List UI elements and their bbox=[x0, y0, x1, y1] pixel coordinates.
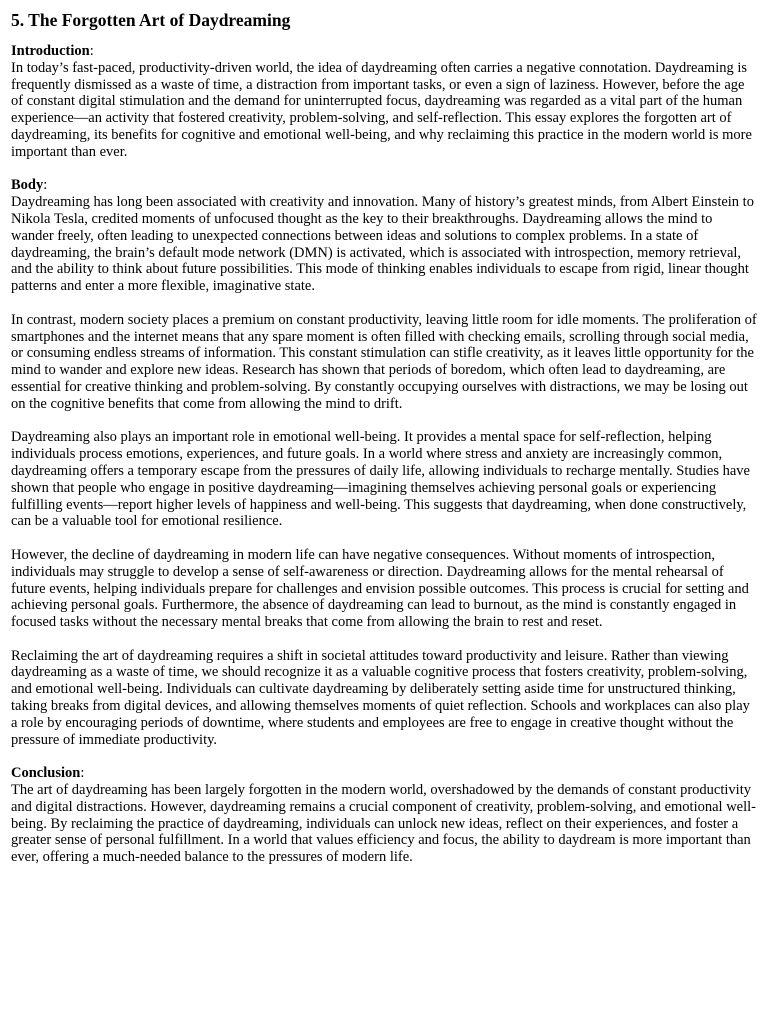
section-heading-label: Introduction bbox=[11, 43, 90, 59]
paragraph: Daydreaming also plays an important role in emotional well-being. It provides a mental space for self-reflection, helping individuals process emotions, experiences, and future goals. In a world where stress and anxiety are increasingly common, daydreaming offers a temporary escape from the pressures of daily life, allowing individuals to recharge mentally. Studies have shown that people who engage in positive daydreaming—imagining themselves achieving personal goals or experiencing fulfilling events—report higher levels of happiness and well-being. This suggests that daydreaming, when done constructively, can be a valuable tool for emotional resilience. bbox=[11, 429, 750, 530]
section-heading-conclusion: Conclusion: bbox=[11, 765, 85, 782]
section-heading-introduction: Introduction: bbox=[11, 43, 94, 59]
paragraph: In today’s fast-paced, productivity-driven world, the idea of daydreaming often carries a negative connotation. Daydreaming is frequently dismissed as a waste of time, a distraction from important tasks, or even a sign of laziness. However, before the age of constant digital stimulation and the demand for uninterrupted focus, daydreaming was regarded as a vital part of the human experience—an activity that fostered creativity, problem-solving, and self-reflection. This essay explores the forgotten art of daydreaming, its benefits for cognitive and emotional well-being, and why reclaiming this practice in the modern world is more important than ever. bbox=[11, 59, 752, 160]
paragraph: However, the decline of daydreaming in modern life can have negative consequences. Without moments of introspection, individuals may struggle to develop a sense of self-awareness or direction. Daydreaming allows for the mental rehearsal of future events, helping individuals prepare for challenges and envision possible outcomes. This process is crucial for setting and achieving personal goals. Furthermore, the absence of daydreaming can lead to burnout, as the mind is constantly engaged in focused tasks without the necessary mental breaks that come from allowing the brain to rest and reset. bbox=[11, 546, 749, 631]
paragraph: Reclaiming the art of daydreaming requires a shift in societal attitudes toward productivity and leisure. Rather than viewing daydreaming as a waste of time, we should recognize it as a valuable cognitive process that fosters creativity, problem-solving, and emotional well-being. Individuals can cultivate daydreaming by deliberately setting aside time for unstructured thinking, taking breaks from digital devices, and allowing themselves moments of quiet reflection. Schools and workplaces can also play a role by encouraging periods of downtime, where students and employees are free to engage in creative thought without the pressure of immediate productivity. bbox=[11, 647, 750, 748]
paragraph: The art of daydreaming has been largely forgotten in the modern world, overshadowed by the demands of constant productivity and digital distractions. However, daydreaming remains a crucial component of creativity, problem-solving, and emotional well-being. By reclaiming the practice of daydreaming, individuals can unlock new ideas, reflect on their experiences, and foster a greater sense of personal fulfillment. In a world that values efficiency and focus, the ability to daydream is more important than ever, offering a much-needed balance to the pressures of modern life. bbox=[11, 782, 757, 866]
document-title: 5. The Forgotten Art of Daydreaming bbox=[11, 10, 291, 30]
section-heading-label: Body bbox=[11, 177, 44, 194]
section-heading-label: Conclusion bbox=[11, 765, 81, 782]
paragraph: In contrast, modern society places a premium on constant productivity, leaving little room for idle moments. The proliferation of smartphones and the internet means that any spare moment is often filled with checking emails, scrolling through social media, or consuming endless streams of information. This constant stimulation can stifle creativity, as it leaves little opportunity for the mind to wander and explore new ideas. Research has shown that periods of boredom, which often lead to daydreaming, are essential for creative thinking and problem-solving. By constantly occupying ourselves with distractions, we may be losing out on the cognitive benefits that come from allowing the mind to drift. bbox=[11, 311, 757, 412]
paragraph: Daydreaming has long been associated with creativity and innovation. Many of history’s greatest minds, from Albert Einstein to Nikola Tesla, credited moments of unfocused thought as the key to their breakthroughs. Daydreaming allows the mind to wander freely, often leading to unexpected connections between ideas and solutions to complex problems. In a state of daydreaming, the brain’s default mode network (DMN) is activated, which is associated with introspection, memory retrieval, and the ability to think about future possibilities. This mode of thinking enables individuals to escape from rigid, linear thought patterns and enter a more flexible, imaginative state. bbox=[11, 194, 754, 295]
section-heading-body: Body: bbox=[11, 177, 48, 194]
